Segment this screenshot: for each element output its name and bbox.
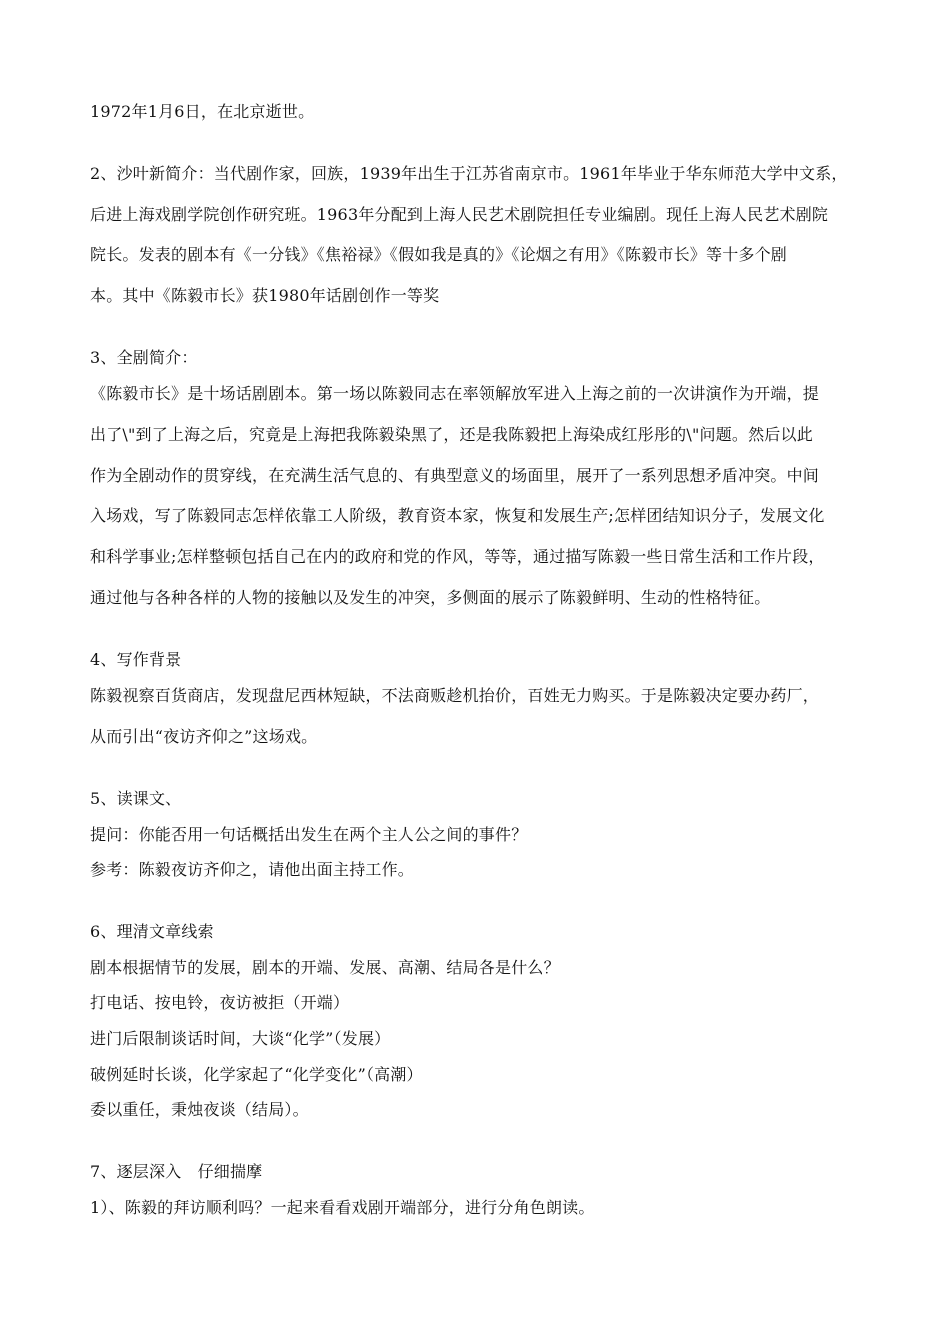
section-6-text: 剧本根据情节的发展，剧本的开端、发展、高潮、结局各是什么？ [90, 958, 560, 977]
section-4-heading: 4、写作背景 [90, 650, 182, 669]
section-3-text: 和科学事业;怎样整顿包括自己在内的政府和党的作风，等等，通过描写陈毅一些日常生活和工作片段， [90, 547, 825, 566]
section-2-text: 后进上海戏剧学院创作研究班。1963年分配到上海人民艺术剧院担任专业编剧。现任上海人民艺术剧院 [90, 205, 829, 224]
section-7-text: 1）、陈毅的拜访顺利吗？一起来看看戏剧开端部分，进行分角色朗读。 [90, 1198, 595, 1217]
section-3-text: 《陈毅市长》是十场话剧剧本。第一场以陈毅同志在率领解放军进入上海之前的一次讲演作为开端，提 [90, 384, 820, 403]
section-6-item: 进门后限制谈话时间，大谈“化学”（发展） [90, 1029, 391, 1048]
section-6-heading: 6、理清文章线索 [90, 922, 214, 941]
section-3-text: 通过他与各种各样的人物的接触以及发生的冲突，多侧面的展示了陈毅鲜明、生动的性格特征。 [90, 588, 771, 607]
section-4-text: 陈毅视察百货商店，发现盘尼西林短缺，不法商贩趁机抬价，百姓无力购买。于是陈毅决定要办药厂， [90, 686, 820, 705]
section-2-text: 2、沙叶新简介：当代剧作家，回族，1939年出生于江苏省南京市。1961年毕业于华东师范大学中文系， [90, 164, 848, 183]
section-2-text: 院长。发表的剧本有《一分钱》《焦裕禄》《假如我是真的》《论烟之有用》《陈毅市长》等十多个剧 [90, 245, 788, 264]
section-3-text: 出了\"到了上海之后，究竟是上海把我陈毅染黑了，还是我陈毅把上海染成红彤彤的\"问题。然后以此 [90, 425, 813, 444]
section-3-heading: 3、全剧简介： [90, 348, 198, 367]
section-3-text: 入场戏，写了陈毅同志怎样依靠工人阶级，教育资本家，恢复和发展生产;怎样团结知识分子，发展文化 [90, 506, 825, 525]
section-6-item: 破例延时长谈，化学家起了“化学变化”（高潮） [90, 1065, 423, 1084]
section-7-heading: 7、逐层深入 仔细揣摩 [90, 1162, 263, 1181]
section-4-text: 从而引出“夜访齐仰之”这场戏。 [90, 727, 318, 746]
section-5-answer: 参考：陈毅夜访齐仰之，请他出面主持工作。 [90, 860, 415, 879]
section-6-item: 委以重任，秉烛夜谈（结局）。 [90, 1100, 309, 1119]
section-3-text: 作为全剧动作的贯穿线，在充满生活气息的、有典型意义的场面里，展开了一系列思想矛盾冲突。中间 [90, 466, 820, 485]
section-6-item: 打电话、按电铃，夜访被拒（开端） [90, 993, 350, 1012]
section-5-question: 提问：你能否用一句话概括出发生在两个主人公之间的事件？ [90, 825, 528, 844]
section-5-heading: 5、读课文、 [90, 789, 182, 808]
section-2-text: 本。其中《陈毅市长》获1980年话剧创作一等奖 [90, 286, 440, 305]
text-line: 1972年1月6日，在北京逝世。 [90, 102, 315, 121]
